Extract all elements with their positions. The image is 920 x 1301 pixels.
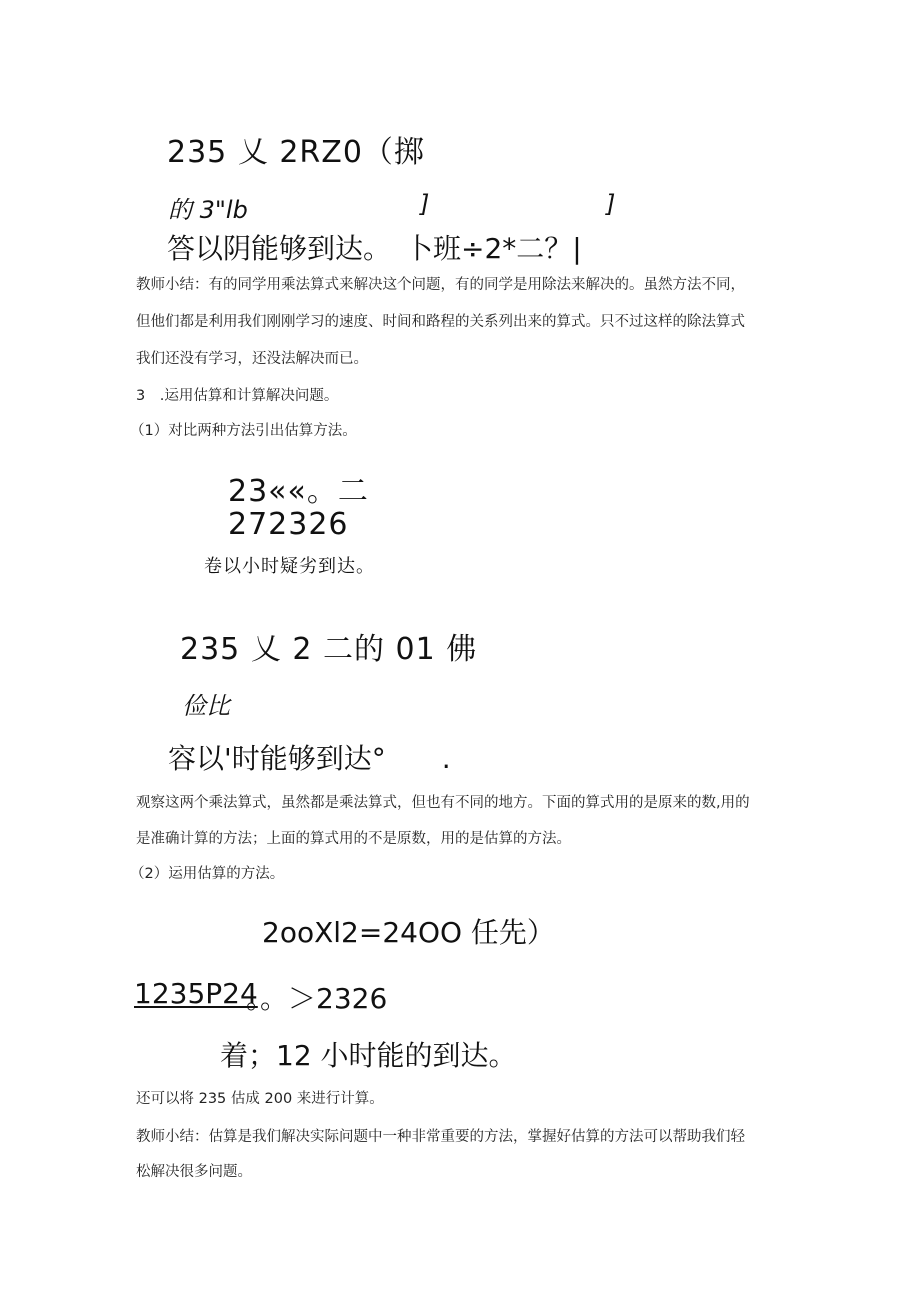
answer-line: 卷以小时疑劣到达。 xyxy=(204,556,375,577)
answer-line: 答以阴能够到达。 卜班÷2*二？| xyxy=(167,232,582,265)
paragraph-line: 我们还没有学习，还没法解决而已。 xyxy=(136,351,368,367)
paragraph-line: 观察这两个乘法算式，虽然都是乘法算式，但也有不同的地方。下面的算式用的是原来的数,用的 xyxy=(136,795,750,811)
equation-line: 272326 xyxy=(228,507,349,542)
equation-line: 235 乂 2 二的 01 佛 xyxy=(180,632,478,667)
note-line: 还可以将 235 估成 200 来进行计算。 xyxy=(136,1091,384,1107)
paragraph-line: 是准确计算的方法；上面的算式用的不是原数，用的是估算的方法。 xyxy=(136,831,571,847)
bracket: ] xyxy=(606,190,616,218)
equation-line: 23««。二 xyxy=(228,474,369,509)
bracket: ] xyxy=(420,190,430,218)
paragraph-line: 教师小结：有的同学用乘法算式来解决这个问题，有的同学是用除法来解决的。虽然方法不同， xyxy=(136,277,745,293)
section-heading: 3 .运用估算和计算解决问题。 xyxy=(136,388,339,404)
equation-line: 。。＞2326 xyxy=(246,982,388,1015)
equation-line: 的 3"lb xyxy=(168,196,248,224)
equation-line: 俭比 xyxy=(182,692,230,720)
paragraph-line: 教师小结：估算是我们解决实际问题中一种非常重要的方法，掌握好估算的方法可以帮助我们轻 xyxy=(136,1129,745,1145)
equation-line: 2ooXl2=24OO 任先） xyxy=(262,916,555,949)
sub-heading: （1）对比两种方法引出估算方法。 xyxy=(130,423,357,439)
equation-line: 235 乂 2RZ0（掷 xyxy=(167,135,425,170)
sub-heading: （2）运用估算的方法。 xyxy=(130,866,285,882)
paragraph-line: 但他们都是利用我们刚刚学习的速度、时间和路程的关系列出来的算式。只不过这样的除法算式 xyxy=(136,314,745,330)
answer-line: 容以'时能够到达° . xyxy=(168,742,451,775)
equation-line-underlined: 1235P24 xyxy=(134,977,258,1010)
paragraph-line: 松解决很多问题。 xyxy=(136,1164,252,1180)
answer-line: 着；12 小时能的到达。 xyxy=(220,1039,517,1072)
